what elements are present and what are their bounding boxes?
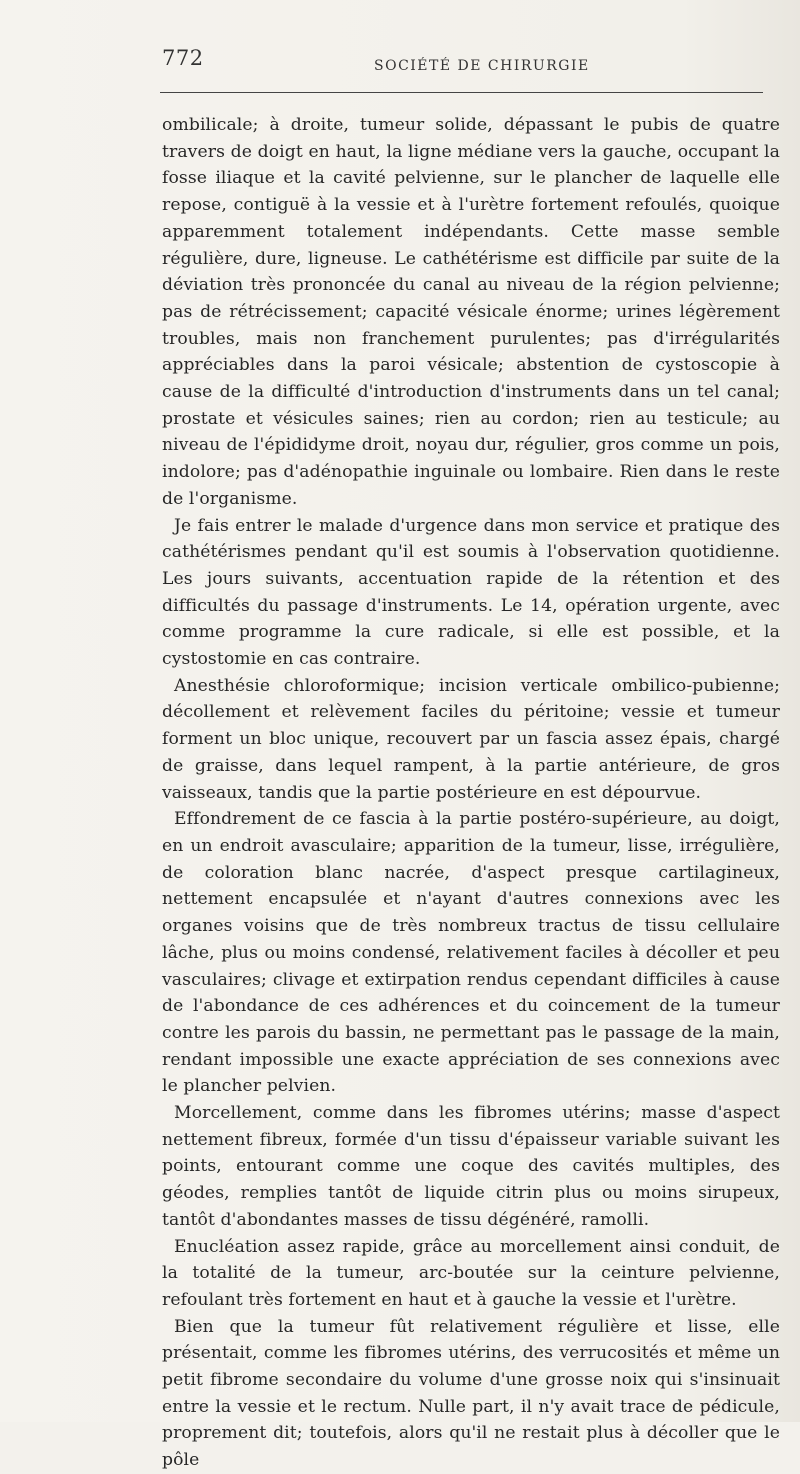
paragraph-1: ombilicale; à droite, tumeur solide, dépassant le pubis de quatre travers de doigt en haut, la ligne médiane vers la gauche, occupant la fosse iliaque et la cavité pelvienne, sur le plancher de laquelle elle repose, contiguë à la vessie et à l'urètre fortement refoulés, quoique apparemment totalement indépendants. Cette masse semble régulière, dure, ligneuse. Le cathétérisme est difficile par suite de la déviation très prononcée du canal au niveau de la région pelvienne; pas de rétrécissement; capacité vésicale énorme; urines légèrement troubles, mais non franchement purulentes; pas d'irrégularités appréciables dans la paroi vésicale; abstention de cystoscopie à cause de la difficulté d'introduction d'instruments dans un tel canal; prostate et vésicules saines; rien au cordon; rien au testicule; au niveau de l'épididyme droit, noyau dur, régulier, gros comme un pois, indolore; pas d'adénopathie inguinale ou lombaire. Rien dans le reste de l'organisme. xyxy=(162,115,780,509)
page-number: 772 xyxy=(162,46,204,70)
paragraph-7: Bien que la tumeur fût relativement régulière et lisse, elle présentait, comme les fibromes utérins, des verrucosités et même un petit fibrome secondaire du volume d'une grosse noix qui s'insinuait entre la vessie et le rectum. Nulle part, il n'y avait trace de pédicule, proprement dit; toutefois, alors qu'il ne restait plus à décoller que le pôle xyxy=(162,1316,780,1471)
paragraph-2: Je fais entrer le malade d'urgence dans mon service et pratique des cathétérismes pendant qu'il est soumis à l'observation quotidienne. Les jours suivants, accentuation rapide de la rétention et des difficultés du passage d'instruments. Le 14, opération urgente, avec comme programme la cure radicale, si elle est possible, et la cystostomie en cas contraire. xyxy=(162,515,780,670)
paragraph-6: Enucléation assez rapide, grâce au morcellement ainsi conduit, de la totalité de la tumeur, arc-boutée sur la ceinture pelvienne, refoulant très fortement en haut et à gauche la vessie et l'urètre. xyxy=(162,1236,780,1310)
running-head: SOCIÉTÉ DE CHIRURGIE xyxy=(374,58,590,74)
paragraph-4: Effondrement de ce fascia à la partie postéro-supérieure, au doigt, en un endroit avasculaire; apparition de la tumeur, lisse, irrégulière, de coloration blanc nacrée, d'aspect presque cartilagineux, nettement encapsulée et n'ayant d'autres connexions avec les organes voisins que de très nombreux tractus de tissu cellulaire lâche, plus ou moins condensé, relativement faciles à décoller et peu vasculaires; clivage et extirpation rendus cependant difficiles à cause de l'abondance de ces adhérences et du coincement de la tumeur contre les parois du bassin, ne permettant pas le passage de la main, rendant impossible une exacte appréciation de ses connexions avec le plancher pelvien. xyxy=(162,809,780,1097)
header-rule xyxy=(160,92,763,93)
paragraph-3: Anesthésie chloroformique; incision verticale ombilico-pubienne; décollement et relèvement faciles du péritoine; vessie et tumeur forment un bloc unique, recouvert par un fascia assez épais, chargé de graisse, dans lequel rampent, à la partie antérieure, de gros vaisseaux, tandis que la partie postérieure en est dépourvue. xyxy=(162,675,780,803)
body-text xyxy=(162,112,780,1474)
paragraph-5: Morcellement, comme dans les fibromes utérins; masse d'aspect nettement fibreux, formée d'un tissu d'épaisseur variable suivant les points, entourant comme une coque des cavités multiples, des géodes, remplies tantôt de liquide citrin plus ou moins sirupeux, tantôt d'abondantes masses de tissu dégénéré, ramolli. xyxy=(162,1103,780,1230)
page-header xyxy=(162,46,780,76)
